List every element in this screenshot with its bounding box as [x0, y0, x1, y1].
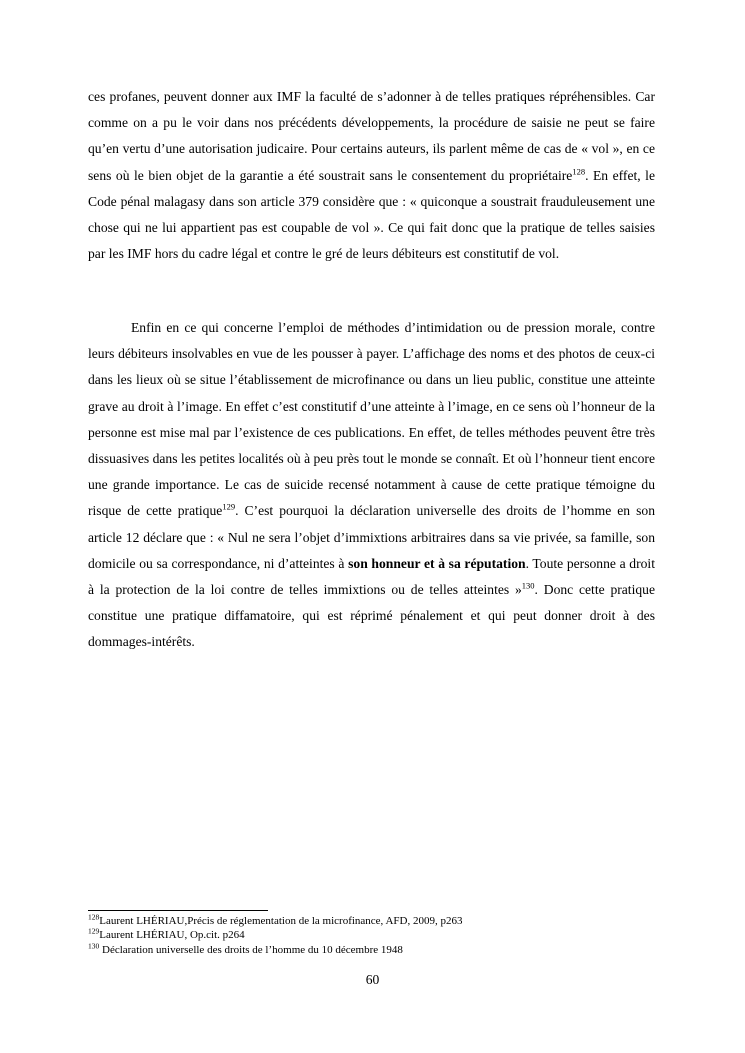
footnote-text: Déclaration universelle des droits de l’homme du 10 décembre 1948	[99, 943, 403, 956]
footnote-129	[88, 928, 655, 942]
body-paragraph-1	[88, 84, 655, 267]
footnote-text: Laurent LHÉRIAU, Op.cit. p264	[99, 929, 245, 942]
footnote-130	[88, 943, 655, 957]
footnote-separator	[88, 910, 268, 911]
footnote-number: 129	[88, 926, 100, 936]
paragraph-1-text-a: ces profanes, peuvent donner aux IMF la faculté de s’adonner à de telles pratiques répréhensibles. Car comme on a pu le voir dans nos précédents développements, la procédure de saisie ne peut se faire qu’en vertu d’une autorisation judicaire. Pour certains auteurs, ils parlent même de cas de « vol », en ce sens où le bien objet de la garantie a été soustrait sans le consentement du propriétaire	[88, 89, 655, 183]
paragraph-2-text-d: . Donc cette pratique constitue une pratique diffamatoire, qui est réprimé pénalement et qui peut donner droit à des dommages-intérêts.	[88, 582, 655, 650]
footnote-number: 130	[88, 941, 100, 951]
footnote-number: 128	[88, 912, 100, 922]
paragraph-2-bold-text: son honneur et à sa réputation	[348, 555, 526, 571]
footnote-ref-128[interactable]: 128	[572, 166, 586, 177]
footnote-ref-130[interactable]: 130	[521, 580, 535, 591]
footnote-ref-129[interactable]: 129	[222, 501, 236, 512]
paragraph-2-text-b: . C’est pourquoi la déclaration universelle des droits de l’homme en son article 12 déclare que : « Nul ne sera l’objet d’immixtions arbitraires dans sa vie privée, sa famille, son domicile ou sa correspondance, ni d’atteintes à	[88, 503, 655, 571]
paragraph-2-text-c: . Toute personne a droit à la protection de la loi contre de telles immixtions ou de telles atteintes »	[88, 555, 655, 598]
body-paragraph-2	[88, 315, 655, 656]
paragraph-1-text-b: . En effet, le Code pénal malagasy dans son article 379 considère que : « quiconque a soustrait frauduleusement une chose qui ne lui appartient pas est coupable de vol ». Ce qui fait donc que la pratique de telles saisies par les IMF hors du cadre légal et contre le gré de leurs débiteurs est constitutif de vol.	[88, 167, 655, 262]
footnote-128	[88, 914, 655, 928]
footnotes	[88, 914, 655, 957]
page-number: 60	[365, 972, 380, 987]
paragraph-2-text-a: Enfin en ce qui concerne l’emploi de méthodes d’intimidation ou de pression morale, contre leurs débiteurs insolvables en vue de les pousser à payer. L’affichage des noms et des photos de ceux-ci dans les lieux où se situe l’établissement de microfinance ou dans un lieu public, constitue une atteinte grave au droit à l’image. En effet c’est constitutif d’une atteinte à l’image, en ce sens où l’honneur de la personne est mise mal par l’existence de ces publications. En effet, de telles méthodes peuvent être très dissuasives dans les petites localités où à peu près tout le monde se connaît. Et où l’honneur tient encore une grande importance. Le cas de suicide recensé notamment à cause de cette pratique témoigne du risque de cette pratique	[88, 320, 655, 519]
footnote-text: Laurent LHÉRIAU,Précis de réglementation de la microfinance, AFD, 2009, p263	[99, 915, 463, 927]
